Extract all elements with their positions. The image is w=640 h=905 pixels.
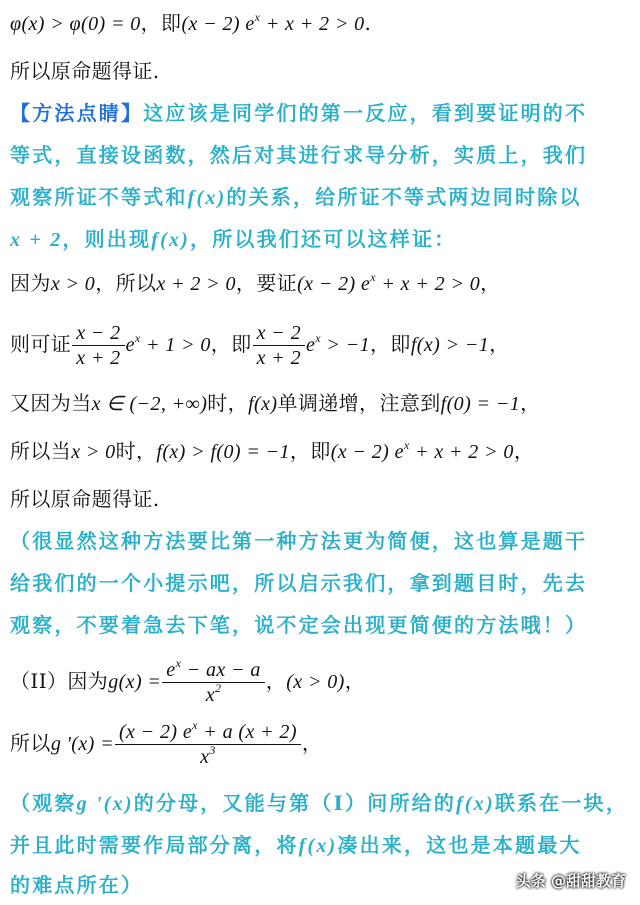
line-9: 又因为当x ∈ (−2, +∞)时，f(x)单调递增，注意到f(0) = −1， (10, 391, 541, 415)
note-line-3: 观察，不要着急去下笔，说不定会出现更简便的方法哦！） (10, 613, 588, 637)
fraction: $\frac{e^x - ax - a}{x^2}$ (164, 658, 263, 707)
line-5: 观察所证不等式和f(x)的关系，给所证不等式两边同时除以 (10, 185, 582, 209)
line-3: 【方法点睛】这应该是同学们的第一反应，看到要证明的不 (10, 101, 588, 125)
math-inline: f(x) (187, 187, 227, 209)
line-6: x + 2，则出现f(x)，所以我们还可以这样证： (10, 227, 457, 251)
line-derivative: 所以g '(x) = $\frac{(x - 2) e^x + a (x + 2)}{x^3}$ ， (10, 718, 323, 768)
text: ，即 (140, 11, 182, 35)
note-line-5: 并且此时需要作局部分离，将f(x)凑出来，这也是本题最大 (10, 833, 582, 857)
method-highlight-label: 【方法点睛】 (10, 101, 144, 125)
note-line-1: （很显然这种方法要比第一种方法更为简便，这也算是题干 (10, 529, 588, 553)
line-part-ii: （II）因为g(x) = $\frac{e^x - ax - a}{x^2}$ ，(x > 0)， (10, 656, 366, 706)
math-inline: (x − 2) $e^x + x + 2 > 0$ (181, 10, 365, 35)
note-line-2: 给我们的一个小提示吧，所以启示我们，拿到题目时，先去 (10, 571, 588, 595)
line-2: 所以原命题得证. (10, 59, 160, 83)
note-line-4: （观察g '(x)的分母，又能与第（I）问所给的f(x)联系在一块， (10, 791, 629, 815)
line-8: 则可证 $\frac{x - 2}{x + 2}$ $e^x + 1 > 0$，即 $\frac{x - 2}{x + 2}$ $e^x > -1$，即f(x) > −1， (10, 322, 510, 369)
note-line-6: 的难点所在） (10, 873, 144, 897)
watermark: 头条 @甜甜教育 (515, 872, 626, 890)
line-11: 所以原命题得证. (10, 487, 160, 511)
math-inline: x + 2 (10, 229, 63, 251)
fraction: $\frac{(x - 2) e^x + a (x + 2)}{x^3}$ (117, 720, 299, 769)
line-4: 等式，直接设函数，然后对其进行求导分析，实质上，我们 (10, 143, 588, 167)
line-10: 所以当x > 0时，f(x) > f(0) = −1，即(x − 2) $e^x + x + 2 > 0$， (10, 438, 535, 463)
fraction: $\frac{x - 2}{x + 2}$ (255, 321, 303, 370)
line-7: 因为x > 0，所以x + 2 > 0，要证(x − 2) $e^x + x + 2 > 0$， (10, 270, 501, 295)
line-1: φ(x) > φ(0) = 0，即(x − 2) $e^x + x + 2 > 0$. (10, 10, 372, 35)
math-inline: f(x) (151, 229, 190, 251)
fraction: $\frac{x - 2}{x + 2}$ (74, 321, 122, 370)
math-inline: φ(x) > φ(0) = 0 (10, 13, 141, 35)
